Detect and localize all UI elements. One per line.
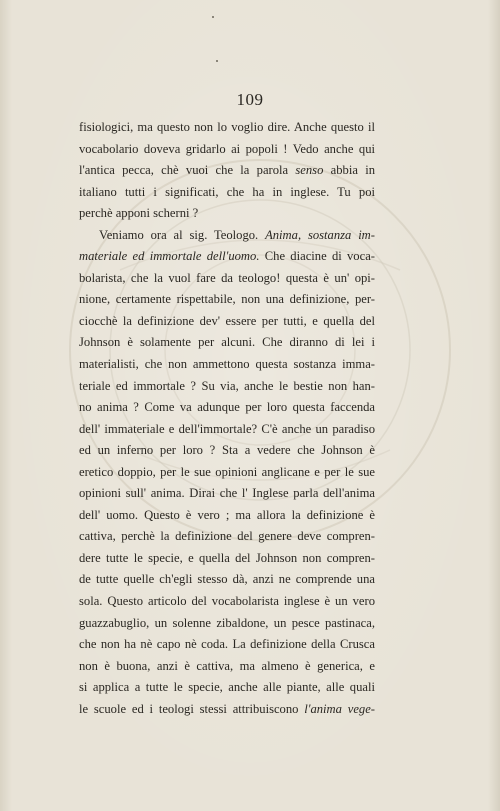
text-line: che non ha nè capo nè coda. La definizione della Crusca	[79, 637, 375, 652]
text-line: non è buona, anzi è cattiva, ma almeno è generica, e	[79, 658, 375, 673]
text-line: no anima ? Come va adunque per loro questa faccenda	[79, 400, 375, 415]
italic-quote: Anima, sostanza im-	[265, 227, 375, 242]
text-line: sola. Questo articolo del vocabolarista inglese è un vero	[79, 594, 375, 609]
text-line: cattiva, perchè la definizione del genere deve compren-	[79, 529, 375, 544]
body-text	[79, 117, 375, 720]
page-number: 109	[236, 90, 264, 109]
paper-speck	[216, 60, 218, 62]
text-line: eretico doppio, per le sue opinioni anglicane e per le sue	[79, 464, 375, 479]
text-line: l'antica pecca, chè vuoi che la parola senso abbia in	[79, 163, 375, 178]
italic-quote: l'anima vege-	[304, 701, 375, 716]
text-line: Veniamo ora al sig. Teologo. Anima, sostanza im-	[99, 227, 375, 242]
text-line: materiale ed immortale dell'uomo. Che diacine di voca-	[79, 249, 375, 264]
text-line: bolarista, che la vuol fare da teologo! questa è un' opi-	[79, 270, 375, 285]
text-line: materialisti, che non ammettono questa sostanza imma-	[79, 357, 375, 372]
text-line: teriale ed immortale ? Su via, anche le bestie non han-	[79, 378, 375, 393]
text-line: ciocchè la definizione dev' essere per tutti, e quella del	[79, 313, 375, 328]
text-line: vocabolario doveva gridarlo ai popoli ! Vedo anche qui	[79, 141, 375, 156]
italic-quote: materiale ed immortale dell'uomo.	[79, 249, 260, 264]
text-line: Johnson è solamente per alcuni. Che diranno di lei i	[79, 335, 375, 350]
text-line: opinioni sull' anima. Dirai che l' Inglese parla dell'anima	[79, 486, 375, 501]
text-line: ed un inferno per loro ? Sta a vedere che Johnson è	[79, 443, 375, 458]
text-line: si applica a tutte le specie, anche alle piante, alle quali	[79, 680, 375, 695]
italic-term: senso	[295, 163, 324, 178]
text-line: guazzabuglio, un solenne zibaldone, un pesce pastinaca,	[79, 615, 375, 630]
text-line: perchè apponi scherni ?	[79, 206, 199, 221]
text-line: dere tutte le specie, e quella del Johnson non compren-	[79, 550, 375, 565]
text-line: nione, certamente rispettabile, non una definizione, per-	[79, 292, 375, 307]
paper-speck	[212, 16, 214, 18]
text-line: fisiologici, ma questo non lo voglio dire. Anche questo il	[79, 120, 375, 134]
text-line: le scuole ed i teologi stessi attribuiscono l'anima vege-	[79, 701, 375, 716]
text-line: italiano tutti i significati, che ha in inglese. Tu poi	[79, 184, 375, 199]
text-line: de tutte quelle ch'egli stesso dà, anzi ne comprende una	[79, 572, 375, 587]
text-line: dell' immateriale e dell'immortale? C'è anche un paradiso	[79, 421, 375, 436]
text-line: dell' uomo. Questo è vero ; ma allora la definizione è	[79, 507, 375, 522]
